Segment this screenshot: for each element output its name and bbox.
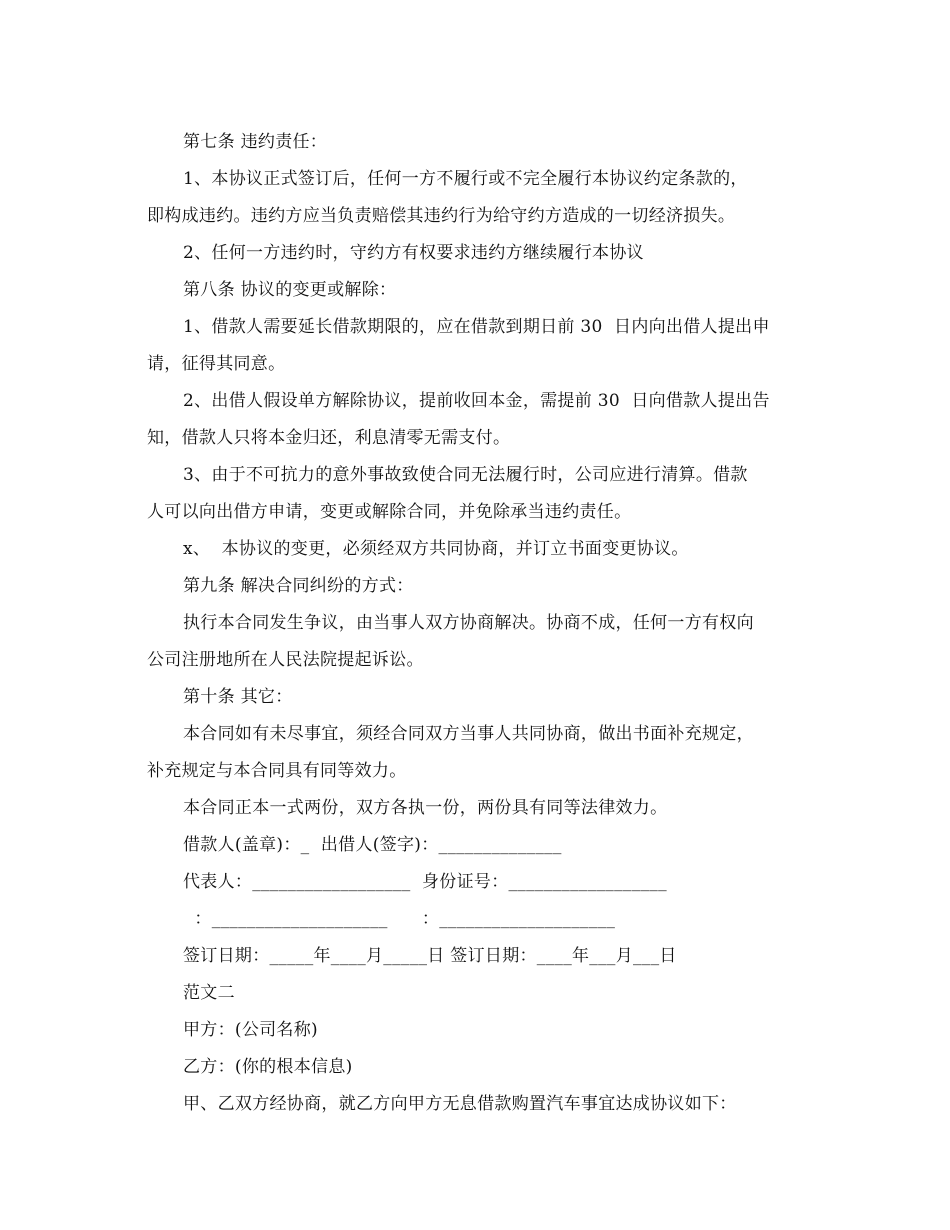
article-8-clause-3-line-2: 人可以向出借方申请，变更或解除合同，并免除承当违约责任。 (147, 502, 632, 522)
blank-fields-line: ：____________________ ：____________________ (183, 909, 616, 929)
article-7-clause-2: 2、任何一方违约时，守约方有权要求违约方继续履行本协议 (183, 243, 644, 263)
article-8-clause-2-line-1: 2、出借人假设单方解除协议，提前收回本金，需提前 30 日向借款人提出告 (183, 391, 770, 411)
article-9-text-line-1: 执行本合同发生争议，由当事人双方协商解决。协商不成，任何一方有权向 (183, 613, 754, 633)
article-10-text-line-2: 补充规定与本合同具有同等效力。 (147, 761, 407, 781)
agreement-intro-line: 甲、乙双方经协商，就乙方向甲方无息借款购置汽车事宜达成协议如下： (183, 1094, 737, 1114)
signing-date-line: 签订日期：_____年____月_____日 签订日期：____年___月___日 (183, 946, 677, 966)
article-8-clause-1-line-1: 1、借款人需要延长借款期限的，应在借款到期日前 30 日内向出借人提出申 (183, 317, 770, 337)
party-b-line: 乙方：(你的根本信息) (183, 1057, 353, 1077)
article-7-heading: 第七条 违约责任： (183, 132, 328, 152)
article-8-clause-1-line-2: 请，征得其同意。 (147, 354, 286, 374)
article-8-clause-3-line-1: 3、由于不可抗力的意外事故致使合同无法履行时，公司应进行清算。借款 (183, 465, 748, 485)
party-a-line: 甲方：(公司名称) (183, 1020, 318, 1040)
article-8-heading: 第八条 协议的变更或解除： (183, 280, 397, 300)
article-9-text-line-2: 公司注册地所在人民法院提起诉讼。 (147, 650, 424, 670)
article-8-clause-2-line-2: 知，借款人只将本金归还，利息清零无需支付。 (147, 428, 511, 448)
sample-two-heading: 范文二 (183, 983, 235, 1003)
article-10-text-line-1: 本合同如有未尽事宜，须经合同双方当事人共同协商，做出书面补充规定， (183, 724, 754, 744)
copies-clause: 本合同正本一式两份，双方各执一份，两份具有同等法律效力。 (183, 798, 668, 818)
representative-id-line: 代表人：__________________ 身份证号：__________________ (183, 872, 667, 892)
article-8-clause-x: x、 本协议的变更，必须经双方共同协商，并订立书面变更协议。 (183, 539, 689, 559)
article-7-clause-1-line-1: 1、本协议正式签订后，任何一方不履行或不完全履行本协议约定条款的， (183, 169, 748, 189)
signature-parties-line: 借款人(盖章)：_ 出借人(签字)：______________ (183, 835, 562, 855)
article-10-heading: 第十条 其它： (183, 687, 293, 707)
article-9-heading: 第九条 解决合同纠纷的方式： (183, 576, 414, 596)
article-7-clause-1-line-2: 即构成违约。违约方应当负责赔偿其违约行为给守约方造成的一切经济损失。 (147, 206, 736, 226)
